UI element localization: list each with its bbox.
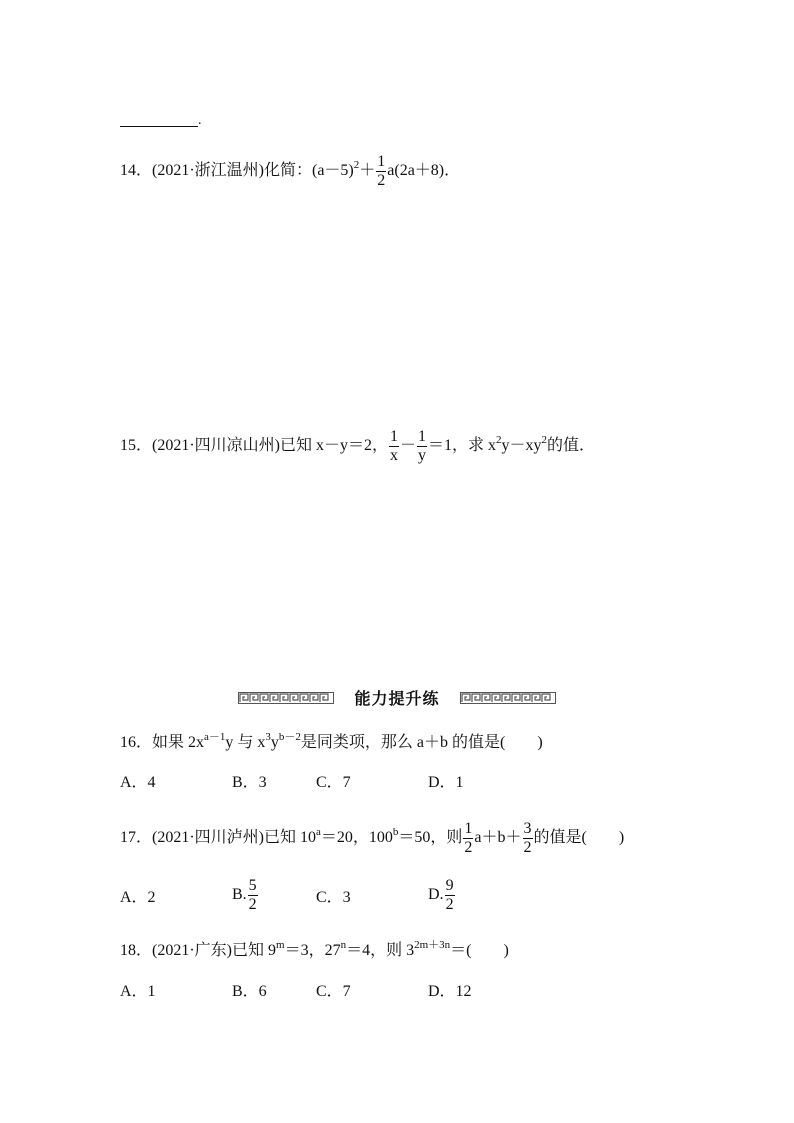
answer-blank-line bbox=[120, 126, 198, 127]
q14-fraction-denominator: 2 bbox=[377, 172, 386, 189]
q17-option-b-fraction bbox=[248, 877, 258, 914]
q15-f2-denominator: y bbox=[418, 447, 427, 464]
q17-option-d-numerator: 9 bbox=[445, 877, 454, 894]
q16-option-d[interactable]: D．1 bbox=[428, 774, 464, 791]
q16-mid: y 与 x bbox=[225, 734, 266, 751]
q17-f2-numerator: 3 bbox=[523, 820, 532, 837]
q16-exp-2: 3 bbox=[265, 731, 271, 743]
q17-f2-denominator: 2 bbox=[523, 839, 532, 856]
greek-key-pattern-icon bbox=[460, 692, 556, 704]
q15-suffix: 的值． bbox=[547, 437, 596, 455]
q17-option-a[interactable]: A．2 bbox=[120, 889, 156, 906]
greek-key-pattern-icon bbox=[238, 692, 334, 704]
q17-fraction-1 bbox=[463, 820, 473, 857]
q16-exp-1: a－1 bbox=[204, 731, 226, 743]
q14-exponent: 2 bbox=[353, 159, 360, 172]
q17-option-b[interactable] bbox=[232, 877, 259, 914]
q17-suffix: 的值是( ) bbox=[533, 829, 625, 847]
q18-exp-2: n bbox=[340, 939, 347, 951]
q16-option-a[interactable]: A．4 bbox=[120, 774, 156, 791]
q14-fraction-numerator: 1 bbox=[377, 153, 386, 170]
section-title: 能力提升练 bbox=[354, 689, 440, 708]
q18-mid2: ＝4，则 3 bbox=[346, 942, 415, 959]
q16-mid2: y bbox=[270, 734, 279, 751]
q15-prefix: 15．(2021·四川凉山州)已知 x－y＝2， bbox=[120, 437, 388, 455]
q15-f2-numerator: 1 bbox=[418, 428, 427, 445]
q14-fraction bbox=[376, 153, 386, 190]
q17-exp-1: a bbox=[316, 826, 321, 839]
q16-option-b[interactable]: B．3 bbox=[232, 774, 267, 791]
q17-option-d-label: D. bbox=[428, 886, 444, 904]
q15-fraction-2 bbox=[417, 428, 427, 465]
q17-prefix: 17．(2021·四川泸州)已知 10 bbox=[120, 829, 316, 847]
q16-suffix: 是同类项，那么 a＋b 的值是( ) bbox=[300, 734, 543, 751]
question-15 bbox=[120, 428, 595, 465]
q17-mid2: ＝50，则 bbox=[398, 829, 463, 847]
section-banner bbox=[238, 684, 556, 714]
question-14 bbox=[120, 153, 460, 190]
q17-option-c[interactable]: C．3 bbox=[316, 889, 351, 906]
question-16 bbox=[120, 733, 543, 753]
q17-exp-2: b bbox=[392, 826, 399, 839]
q17-option-b-label: B. bbox=[232, 886, 247, 904]
q15-exp-1: 2 bbox=[496, 434, 502, 447]
q18-option-c[interactable]: C．7 bbox=[316, 983, 351, 1000]
q16-prefix: 16．如果 2x bbox=[120, 734, 205, 751]
q17-mid: ＝20，100 bbox=[320, 829, 393, 847]
q15-mid: ＝1，求 x bbox=[428, 437, 497, 455]
q17-option-b-denominator: 2 bbox=[248, 896, 257, 913]
question-17 bbox=[120, 820, 624, 857]
q15-f1-denominator: x bbox=[390, 447, 398, 464]
q17-option-d-denominator: 2 bbox=[445, 896, 454, 913]
q18-option-a[interactable]: A．1 bbox=[120, 983, 156, 1000]
q15-minus: － bbox=[400, 437, 417, 455]
q17-f1-numerator: 1 bbox=[464, 820, 473, 837]
q15-fraction-1 bbox=[389, 428, 399, 465]
q15-mid2: y－xy bbox=[501, 437, 542, 455]
q17-option-d-fraction bbox=[445, 877, 455, 914]
q17-option-b-numerator: 5 bbox=[248, 877, 257, 894]
q18-prefix: 18．(2021·广东)已知 9 bbox=[120, 942, 276, 959]
q18-exp-3: 2m＋3n bbox=[414, 939, 451, 951]
q17-fraction-2 bbox=[523, 820, 533, 857]
q17-mid3: a＋b＋ bbox=[474, 829, 522, 847]
q15-exp-2: 2 bbox=[541, 434, 548, 447]
q14-plus: ＋ bbox=[359, 162, 376, 180]
q14-suffix: a(2a＋8)． bbox=[387, 162, 461, 180]
q17-f1-denominator: 2 bbox=[464, 839, 473, 856]
q16-exp-3: b－2 bbox=[278, 731, 301, 743]
q18-mid: ＝3，27 bbox=[284, 942, 341, 959]
q16-option-c[interactable]: C．7 bbox=[316, 774, 351, 791]
q15-f1-numerator: 1 bbox=[390, 428, 398, 445]
question-18 bbox=[120, 941, 509, 961]
q18-option-d[interactable]: D．12 bbox=[428, 983, 472, 1000]
q18-exp-1: m bbox=[276, 939, 285, 951]
q17-option-d[interactable] bbox=[428, 877, 456, 914]
q18-suffix: ＝( ) bbox=[450, 942, 509, 959]
q13-period: . bbox=[198, 113, 202, 128]
q14-prefix: 14．(2021·浙江温州)化简：(a－5) bbox=[120, 162, 354, 180]
q18-option-b[interactable]: B．6 bbox=[232, 983, 267, 1000]
